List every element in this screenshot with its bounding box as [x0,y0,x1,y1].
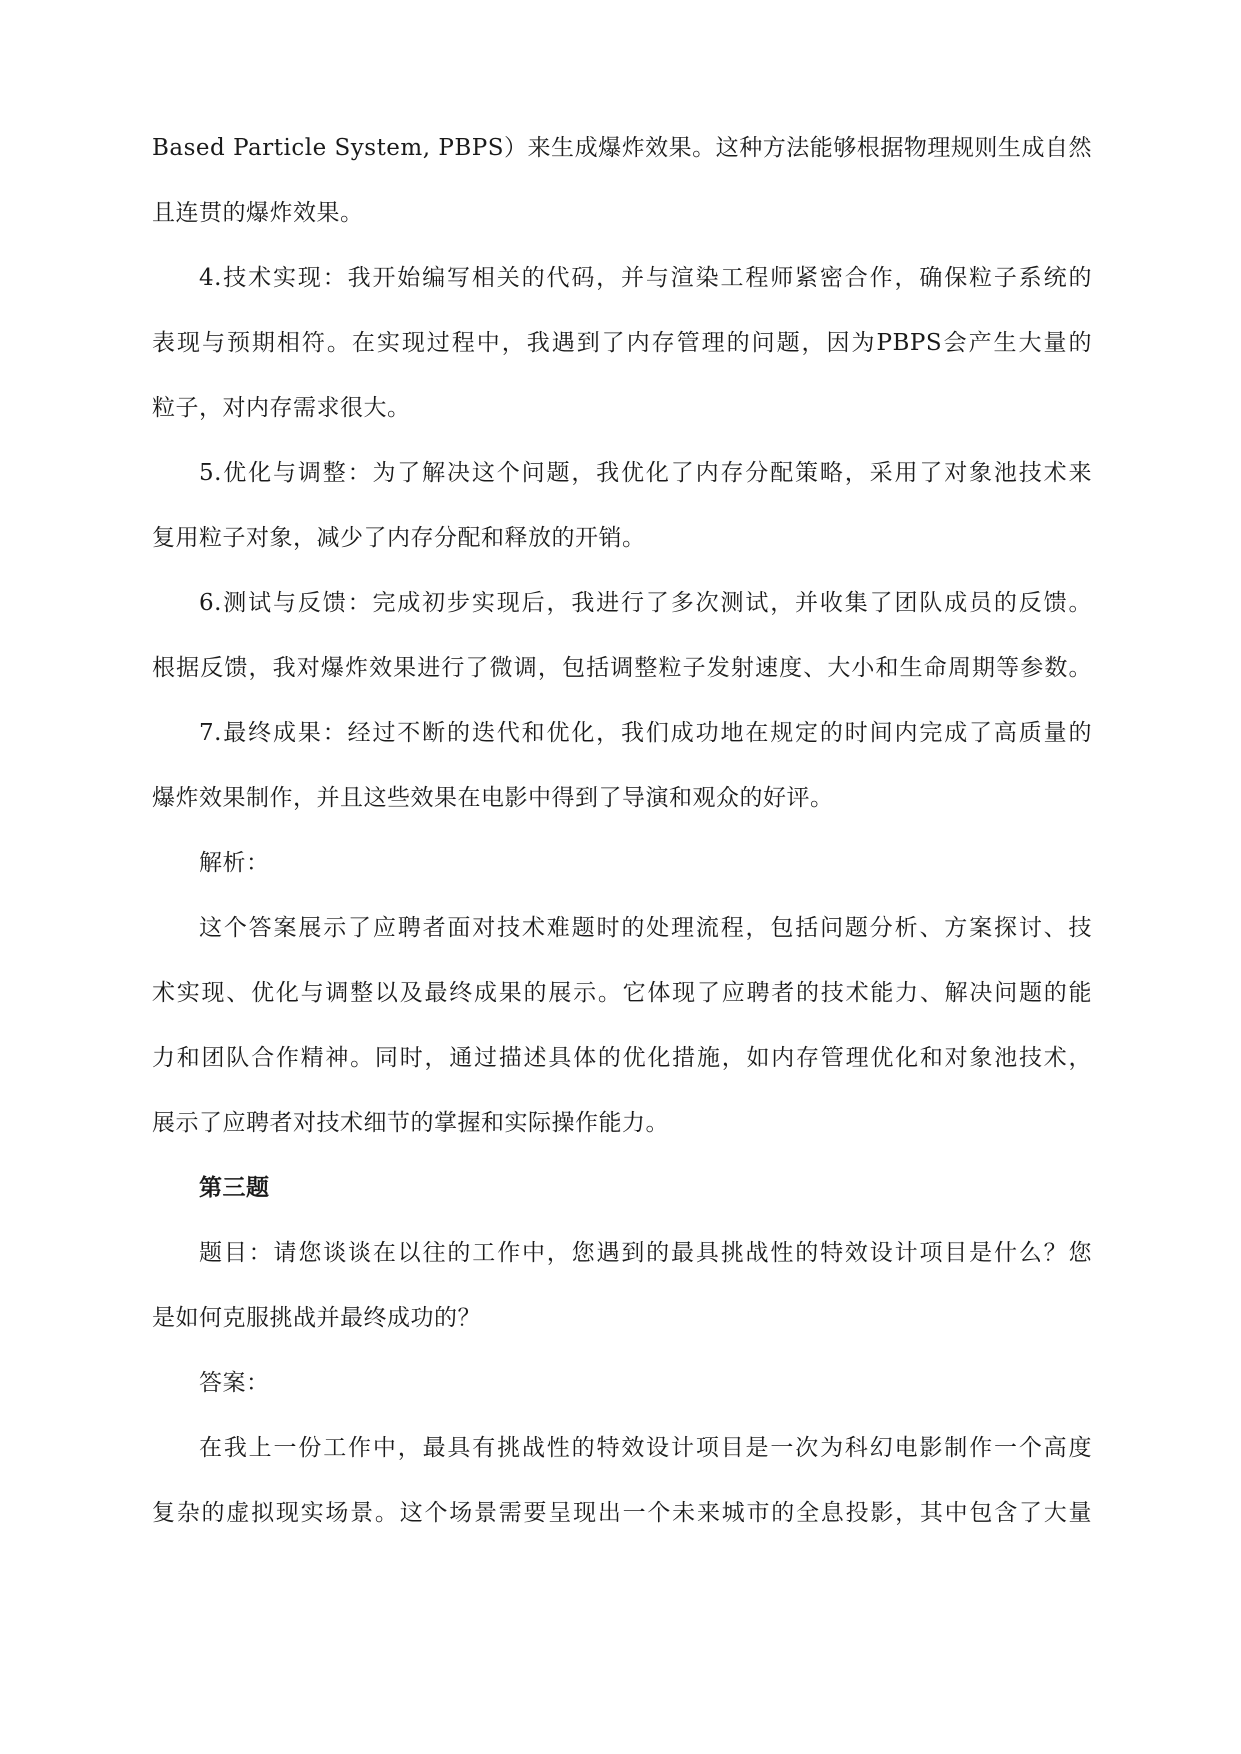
text-line: 复杂的虚拟现实场景。这个场景需要呈现出一个未来城市的全息投影，其中包含了大量 [152,1500,1092,1526]
text-line: 术实现、优化与调整以及最终成果的展示。它体现了应聘者的技术能力、解决问题的能 [152,980,1092,1006]
text-line: 在我上一份工作中，最具有挑战性的特效设计项目是一次为科幻电影制作一个高度 [199,1435,1092,1461]
text-line: 7.最终成果：经过不断的迭代和优化，我们成功地在规定的时间内完成了高质量的 [199,720,1092,746]
paragraph-step-5 [152,457,1092,554]
text-line: 复用粒子对象，减少了内存分配和释放的开销。 [152,525,646,551]
text-line: 是如何克服挑战并最终成功的？ [152,1305,481,1331]
paragraph-continuation [152,132,1092,229]
text-line: 且连贯的爆炸效果。 [152,200,364,226]
paragraph-analysis [152,912,1092,1139]
paragraph-answer [152,1432,1092,1529]
text-line: 粒子，对内存需求很大。 [152,395,411,421]
heading-question-3: 第三题 [199,1175,270,1201]
paragraph-step-6 [152,587,1092,684]
text-line: 表现与预期相符。在实现过程中，我遇到了内存管理的问题，因为PBPS会产生大量的 [152,330,1092,356]
section-heading [152,1172,1092,1204]
text-line: 展示了应聘者对技术细节的掌握和实际操作能力。 [152,1110,669,1136]
text-line: 力和团队合作精神。同时，通过描述具体的优化措施，如内存管理优化和对象池技术， [152,1045,1092,1071]
text-line: 根据反馈，我对爆炸效果进行了微调，包括调整粒子发射速度、大小和生命周期等参数。 [152,655,1092,681]
text-line: 6.测试与反馈：完成初步实现后，我进行了多次测试，并收集了团队成员的反馈。 [199,590,1092,616]
paragraph-step-4 [152,262,1092,424]
paragraph-question [152,1237,1092,1334]
paragraph-step-7 [152,717,1092,814]
text-line: 这个答案展示了应聘者面对技术难题时的处理流程，包括问题分析、方案探讨、技 [199,915,1092,941]
paragraph-analysis-label [152,847,1092,879]
text-line: 题目：请您谈谈在以往的工作中，您遇到的最具挑战性的特效设计项目是什么？您 [199,1240,1092,1266]
text-line: Based Particle System, PBPS）来生成爆炸效果。这种方法能够根据物理规则生成自然 [152,135,1092,161]
paragraph-answer-label [152,1367,1092,1399]
text-line: 4.技术实现：我开始编写相关的代码，并与渲染工程师紧密合作，确保粒子系统的 [199,265,1092,291]
analysis-label: 解析： [199,850,270,876]
answer-label: 答案： [199,1370,270,1396]
text-line: 5.优化与调整：为了解决这个问题，我优化了内存分配策略，采用了对象池技术来 [199,460,1092,486]
document-page [152,132,1092,1529]
text-line: 爆炸效果制作，并且这些效果在电影中得到了导演和观众的好评。 [152,785,834,811]
